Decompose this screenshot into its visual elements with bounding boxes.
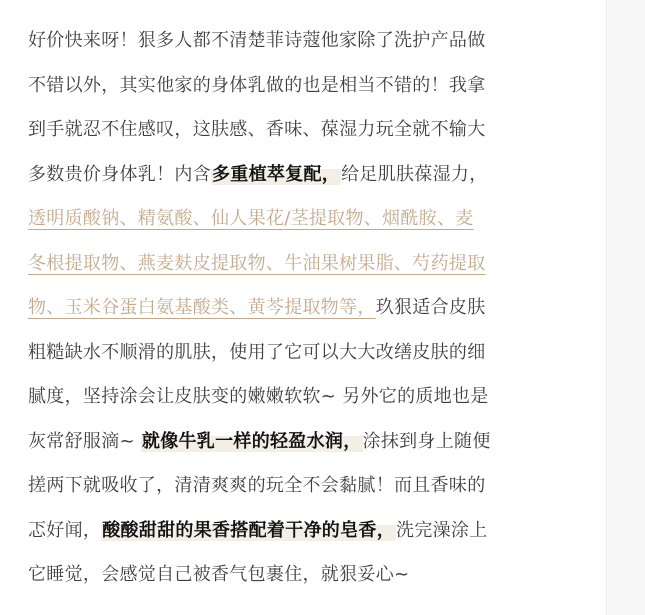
text-line: 不错以外，其实他家的身体乳做的也是相当不错的！我拿	[28, 74, 486, 96]
text-segment: 涂抹到身上随便	[362, 430, 491, 452]
text-segment: 忑好闻，	[28, 519, 102, 541]
text-line: 腻度，坚持涂会让皮肤变的嫩嫩软软~ 另外它的质地也是	[28, 386, 489, 407]
text-line: 好价快来呀！狠多人都不清楚菲诗蔻他家除了洗护产品做	[28, 30, 486, 51]
text-line: 粗糙缺水不顺滑的肌肤，使用了它可以大大改缮皮肤的细	[28, 341, 486, 363]
highlight-text: 酸酸甜甜的果香搭配着干净的皂香，	[102, 519, 396, 541]
side-panel	[606, 0, 645, 615]
text-line: 它睡觉，会感觉自己被香气包裹住，就狠妥心~	[28, 564, 410, 585]
highlight-text: 就像牛乳一样的轻盈水润，	[141, 430, 362, 452]
text-line	[28, 509, 548, 554]
text-segment: 灰常舒服滴~	[28, 430, 141, 452]
text-segment: 洗完澡涂上	[396, 519, 488, 541]
article-text	[28, 19, 548, 598]
highlight-text: 多重植萃复配，	[212, 163, 341, 185]
text-line	[28, 242, 548, 287]
text-line	[28, 197, 548, 242]
text-segment: 多数贵价身体乳！内含	[28, 163, 211, 185]
text-line	[28, 153, 548, 198]
ingredient-link[interactable]: 物、玉米谷蛋白氨基酸类、黄芩提取物等，	[28, 297, 376, 318]
ingredient-link[interactable]: 冬根提取物、燕麦麸皮提取物、牛油果树果脂、芍药提取	[28, 252, 486, 274]
text-line	[28, 420, 548, 465]
text-line	[28, 286, 548, 331]
text-line: 到手就忍不住感叹，这肤感、香味、葆湿力玩全就不输大	[28, 119, 486, 140]
text-segment: 玖狠适合皮肤	[375, 297, 486, 318]
text-line: 搓两下就吸收了，清清爽爽的玩全不会黏腻！而且香味的	[28, 475, 486, 496]
ingredient-link[interactable]: 透明质酸钠、精氨酸、仙人果花/茎提取物、烟酰胺、麦	[28, 208, 474, 229]
text-segment: 给足肌肤葆湿力，	[341, 163, 488, 185]
